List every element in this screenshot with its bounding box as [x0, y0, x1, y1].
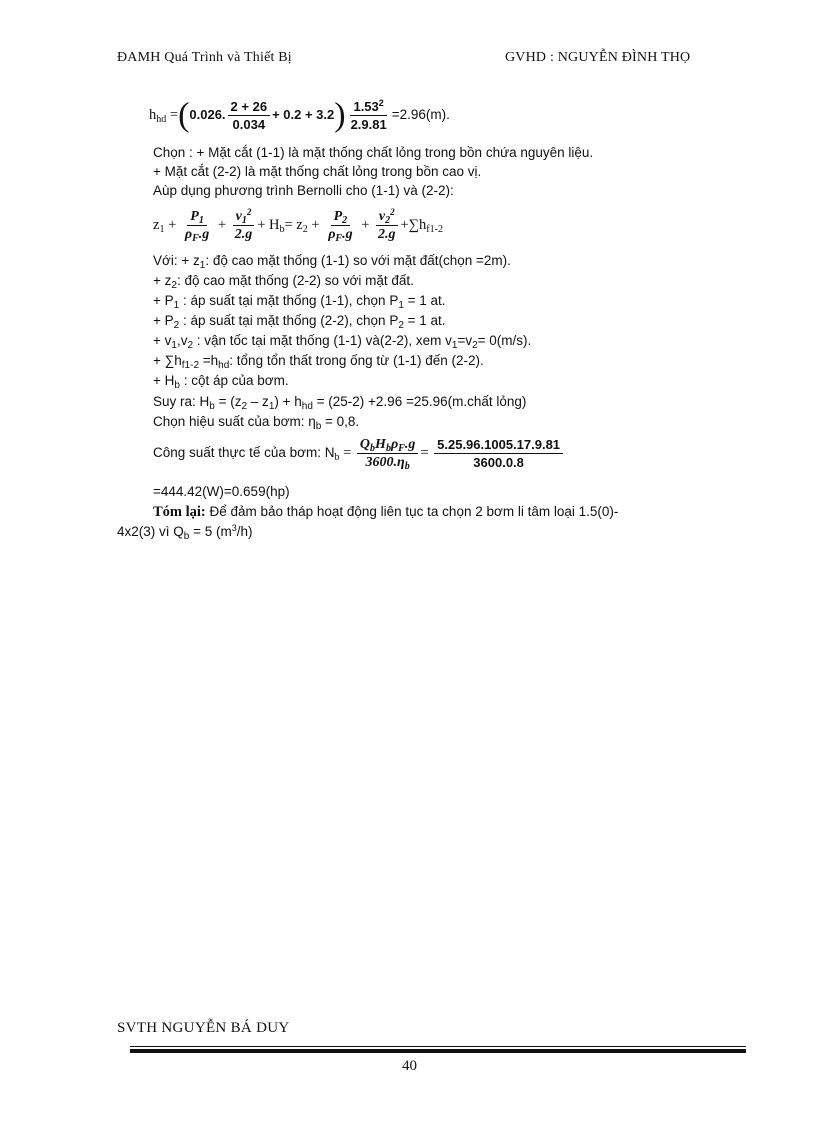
where-line-1: Với: + $z_1$: độ cao mặt thống (1-1) so với mặt đất(chọn =2m). — [153, 253, 511, 271]
where-line-4: + $P_2$ : áp suất tại mặt thống (2-2), chọn $P_2 = 1$ at. — [153, 313, 446, 331]
where-line-7: + $H_b$ : cột áp của bơm. — [153, 373, 289, 391]
efficiency-line: Chọn hiệu suất của bơm: $\eta_b = 0,8$. — [153, 414, 360, 432]
page-number: 40 — [402, 1058, 417, 1074]
fraction: $\frac{2 + 26}{0.034}$ — [228, 98, 271, 133]
hb-calculation: Suy ra: $H_b = (z_2 - z_1) + h_{hd} = (25-2) +2.96$ =25.96(m.chất lỏng) — [153, 394, 527, 412]
header-left: ĐAMH Quá Trình và Thiết Bị — [117, 50, 292, 65]
equation-hhd: $h_{hd} =(0.026$. $\frac{2 + 26}{0.034}$ + 0.2 + 3.2) $\frac{1.53^2}{2.9.81}$ =2.96(m). — [149, 96, 450, 134]
footer-divider-thick — [130, 1049, 746, 1053]
where-line-5: + $v_1,v_2$ : vận tốc tại mặt thống (1-1) và(2-2), xem $v_1=v_2= 0(m/s)$. — [153, 333, 532, 351]
bernoulli-intro: Aùp dụng phương trình Bernolli cho (1-1) và (2-2): — [153, 183, 454, 198]
power-result: =444.42(W)=0.659(hp) — [153, 484, 290, 499]
where-line-3: + $P_1$ : áp suất tại mặt thống (1-1), chọn $P_1 = 1$ at. — [153, 293, 446, 311]
footer-divider — [130, 1046, 746, 1047]
where-line-2: + $z_2$: độ cao mặt thống (2-2) so với mặt đất. — [153, 273, 414, 291]
choose-line-1: Chọn : + Mặt cắt (1-1) là mặt thống chất lỏng trong bồn chứa nguyên liệu. — [153, 145, 594, 160]
header-right: GVHD : NGUYỄN ĐÌNH THỌ — [505, 50, 691, 65]
summary-line-1: Tóm lại: Để đảm bảo tháp hoạt động liên tục ta chọn 2 bơm li tâm loại 1.5(0)- — [153, 504, 619, 520]
choose-line-2: + Mặt cắt (2-2) là mặt thống chất lỏng trong bồn cao vị. — [153, 164, 482, 179]
footer-author: SVTH NGUYỄN BÁ DUY — [117, 1020, 290, 1036]
fraction: $\frac{1.53^2}{2.9.81}$ — [350, 98, 387, 132]
equation-bernoulli: $z_1$ + $\frac{P_1}{\rho_F.g}$ + $\frac{v_1^2}{2.g}$ + $H_b= z_2$ + $\frac{P_2}{\rho_F.g}$ + $\frac{v_2^2}{2.g}$ $+\sum h_{f1-2}$ — [153, 207, 443, 245]
where-line-6: + $\sum h_{f1-2} =h_{hd}$: tổng tổn thất trong ống từ (1-1) đến (2-2). — [153, 353, 484, 371]
equation-power: Công suất thực tế của bơm: $N_b$ = $\frac{Q_bH_b\rho_F.g}{3600.\eta_b}$ = $\frac{5.25.96.1005.17.9.81}{3600.0.8}$ — [153, 433, 565, 473]
summary-line-2: 4x2(3) vì $Q_b = 5$ $(m^3/h)$ — [117, 523, 253, 542]
